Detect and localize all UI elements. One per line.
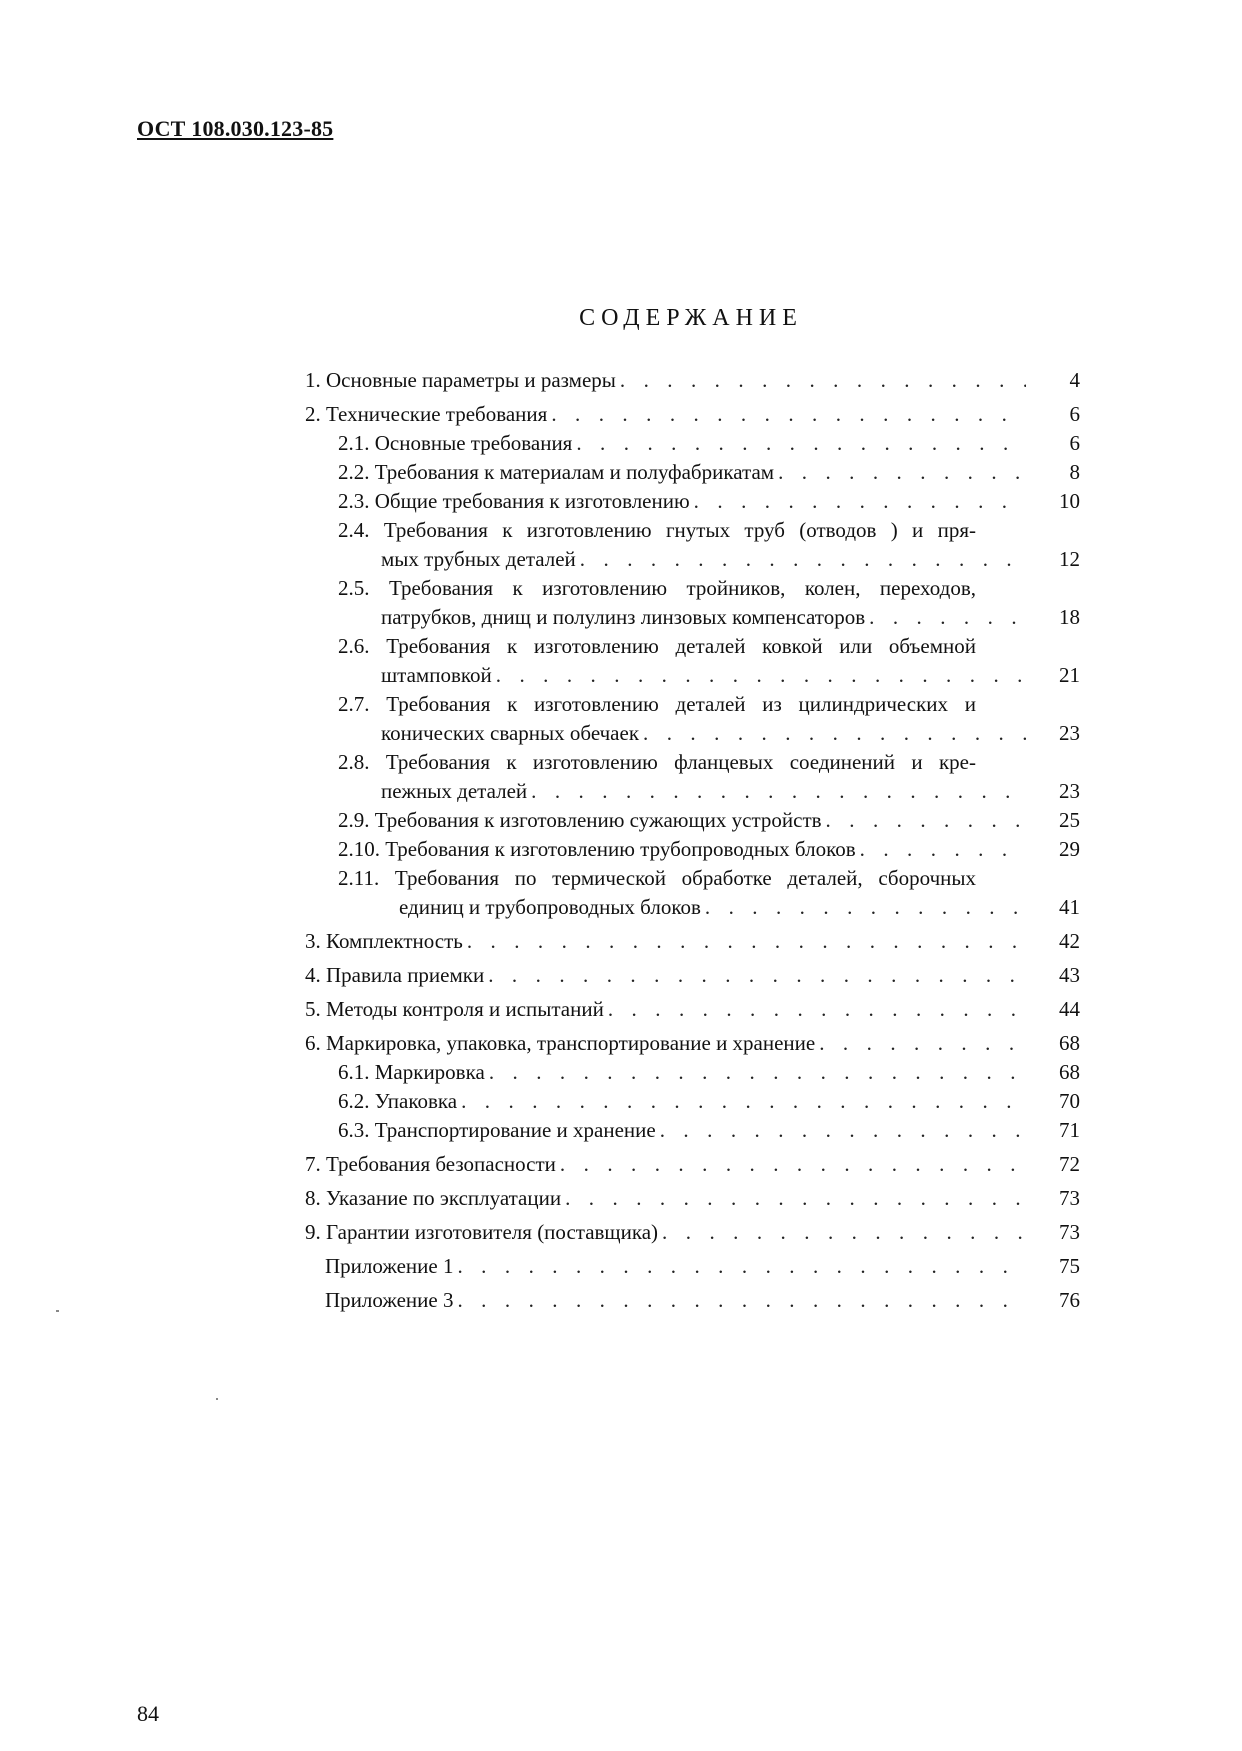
toc-entry-label: 5. Методы контроля и испытаний — [305, 997, 604, 1021]
toc-entry[interactable] — [305, 995, 1080, 1024]
toc-entry-page: 12 — [1059, 547, 1080, 571]
toc-entry-first-line[interactable] — [305, 690, 1080, 719]
dot-leader — [488, 961, 1026, 990]
toc-entry-label: 2.6. Требования к изготовлению деталей ковкой или объемной — [338, 634, 976, 658]
toc-entry-label: 2.9. Требования к изготовлению сужающих устройств — [338, 808, 822, 832]
toc-entry-label: 4. Правила приемки — [305, 963, 485, 987]
toc-entry-page: 6 — [1069, 402, 1080, 426]
toc-entry[interactable] — [305, 429, 1080, 458]
toc-entry-page: 4 — [1069, 368, 1080, 392]
toc-entry-appendix[interactable] — [305, 1252, 1080, 1281]
dot-leader — [662, 1218, 1026, 1247]
dot-leader — [576, 429, 1026, 458]
dot-leader — [457, 1252, 1026, 1281]
toc-entry-first-line[interactable] — [305, 632, 1080, 661]
toc-entry-page: 21 — [1059, 663, 1080, 687]
toc-entry-page: 8 — [1069, 460, 1080, 484]
dot-leader — [705, 893, 1026, 922]
toc-entry[interactable] — [305, 487, 1080, 516]
toc-entry[interactable] — [305, 961, 1080, 990]
toc-entry-page: 76 — [1059, 1288, 1080, 1312]
toc-entry-page: 6 — [1069, 431, 1080, 455]
toc-entry[interactable] — [305, 806, 1080, 835]
toc-entry-page: 68 — [1059, 1031, 1080, 1055]
toc-entry-label: 2.7. Требования к изготовлению деталей из цилиндрических и — [338, 692, 976, 716]
toc-entry-label: 6.3. Транспортирование и хранение — [338, 1118, 656, 1142]
toc-entry-label-cont: единиц и трубопроводных блоков — [399, 895, 701, 919]
toc-entry-page: 23 — [1059, 779, 1080, 803]
toc-entry-continuation[interactable] — [305, 893, 1080, 922]
toc-entry[interactable] — [305, 1218, 1080, 1247]
toc-entry-page: 10 — [1059, 489, 1080, 513]
dot-leader — [620, 366, 1026, 395]
scan-speck — [56, 1310, 59, 1312]
dot-leader — [496, 661, 1026, 690]
toc-entry-continuation[interactable] — [305, 719, 1080, 748]
toc-entry-label: 7. Требования безопасности — [305, 1152, 556, 1176]
toc-entry-page: 29 — [1059, 837, 1080, 861]
toc-entry[interactable] — [305, 1184, 1080, 1213]
toc-entry-label: 2.10. Требования к изготовлению трубопроводных блоков — [338, 837, 856, 861]
toc-entry-first-line[interactable] — [305, 574, 1080, 603]
toc-entry-page: 72 — [1059, 1152, 1080, 1176]
toc-entry[interactable] — [305, 458, 1080, 487]
dot-leader — [819, 1029, 1026, 1058]
toc-entry-label: 2.8. Требования к изготовлению фланцевых соединений и кре- — [338, 750, 976, 774]
toc-entry-page: 75 — [1059, 1254, 1080, 1278]
toc-entry-label: 2.11. Требования по термической обработке деталей, сборочных — [338, 866, 976, 890]
toc-entry-label-cont: конических сварных обечаек — [381, 721, 640, 745]
toc-entry[interactable] — [305, 1116, 1080, 1145]
toc-entry-label: 2.5. Требования к изготовлению тройников, колен, переходов, — [338, 576, 976, 600]
toc-entry-label: Приложение 1 — [325, 1254, 454, 1278]
dot-leader — [560, 1150, 1026, 1179]
toc-entry-first-line[interactable] — [305, 864, 1080, 893]
dot-leader — [608, 995, 1026, 1024]
dot-leader — [580, 545, 1026, 574]
toc-entry-label-cont: мых трубных деталей — [381, 547, 576, 571]
toc-entry-label-cont: пежных деталей — [381, 779, 528, 803]
contents-title: СОДЕРЖАНИЕ — [579, 305, 803, 331]
dot-leader — [467, 927, 1026, 956]
toc-entry-label: 1. Основные параметры и размеры — [305, 368, 616, 392]
document-code-header: ОСТ 108.030.123-85 — [137, 116, 334, 141]
toc-entry[interactable] — [305, 1058, 1080, 1087]
dot-leader — [778, 458, 1026, 487]
toc-entry[interactable] — [305, 1150, 1080, 1179]
toc-entry-label: 6.2. Упаковка — [338, 1089, 458, 1113]
dot-leader — [826, 806, 1026, 835]
toc-entry-label: 6.1. Маркировка — [338, 1060, 485, 1084]
dot-leader — [551, 400, 1026, 429]
toc-entry[interactable] — [305, 366, 1080, 395]
page-number: 84 — [137, 1701, 159, 1726]
toc-entry[interactable] — [305, 1087, 1080, 1116]
toc-entry[interactable] — [305, 1029, 1080, 1058]
toc-entry-page: 42 — [1059, 929, 1080, 953]
dot-leader — [643, 719, 1026, 748]
dot-leader — [860, 835, 1026, 864]
toc-entry-first-line[interactable] — [305, 748, 1080, 777]
toc-entry-continuation[interactable] — [305, 777, 1080, 806]
scan-speck — [216, 1398, 218, 1400]
toc-entry-label: 3. Комплектность — [305, 929, 463, 953]
toc-entry-page: 43 — [1059, 963, 1080, 987]
toc-entry-appendix[interactable] — [305, 1286, 1080, 1315]
dot-leader — [531, 777, 1026, 806]
toc-entry-continuation[interactable] — [305, 603, 1080, 632]
toc-entry-first-line[interactable] — [305, 516, 1080, 545]
dot-leader — [461, 1087, 1026, 1116]
toc-entry-label-cont: патрубков, днищ и полулинз линзовых компенсаторов — [381, 605, 866, 629]
toc-entry-page: 73 — [1059, 1220, 1080, 1244]
toc-entry-label: 8. Указание по эксплуатации — [305, 1186, 562, 1210]
dot-leader — [489, 1058, 1026, 1087]
toc-entry[interactable] — [305, 400, 1080, 429]
toc-entry-continuation[interactable] — [305, 545, 1080, 574]
dot-leader — [869, 603, 1026, 632]
toc-entry[interactable] — [305, 927, 1080, 956]
toc-entry-page: 41 — [1059, 895, 1080, 919]
toc-entry-page: 23 — [1059, 721, 1080, 745]
toc-entry-page: 44 — [1059, 997, 1080, 1021]
toc-entry-label: 2.4. Требования к изготовлению гнутых труб (отводов ) и пря- — [338, 518, 976, 542]
dot-leader — [694, 487, 1026, 516]
toc-entry-continuation[interactable] — [305, 661, 1080, 690]
toc-entry-page: 73 — [1059, 1186, 1080, 1210]
toc-entry-label-cont: штамповкой — [381, 663, 492, 687]
toc-entry-page: 25 — [1059, 808, 1080, 832]
dot-leader — [457, 1286, 1026, 1315]
toc-entry-label: 2.2. Требования к материалам и полуфабрикатам — [338, 460, 775, 484]
toc-entry-page: 68 — [1059, 1060, 1080, 1084]
toc-entry-page: 71 — [1059, 1118, 1080, 1142]
table-of-contents — [305, 366, 1080, 1315]
dot-leader — [660, 1116, 1026, 1145]
toc-entry-label: Приложение 3 — [325, 1288, 454, 1312]
toc-entry[interactable] — [305, 835, 1080, 864]
dot-leader — [565, 1184, 1026, 1213]
toc-entry-label: 2. Технические требования — [305, 402, 548, 426]
toc-entry-label: 2.1. Основные требования — [338, 431, 573, 455]
toc-entry-label: 6. Маркировка, упаковка, транспортирование и хранение — [305, 1031, 816, 1055]
toc-entry-page: 70 — [1059, 1089, 1080, 1113]
toc-entry-label: 2.3. Общие требования к изготовлению — [338, 489, 690, 513]
toc-entry-label: 9. Гарантии изготовителя (поставщика) — [305, 1220, 659, 1244]
toc-entry-page: 18 — [1059, 605, 1080, 629]
